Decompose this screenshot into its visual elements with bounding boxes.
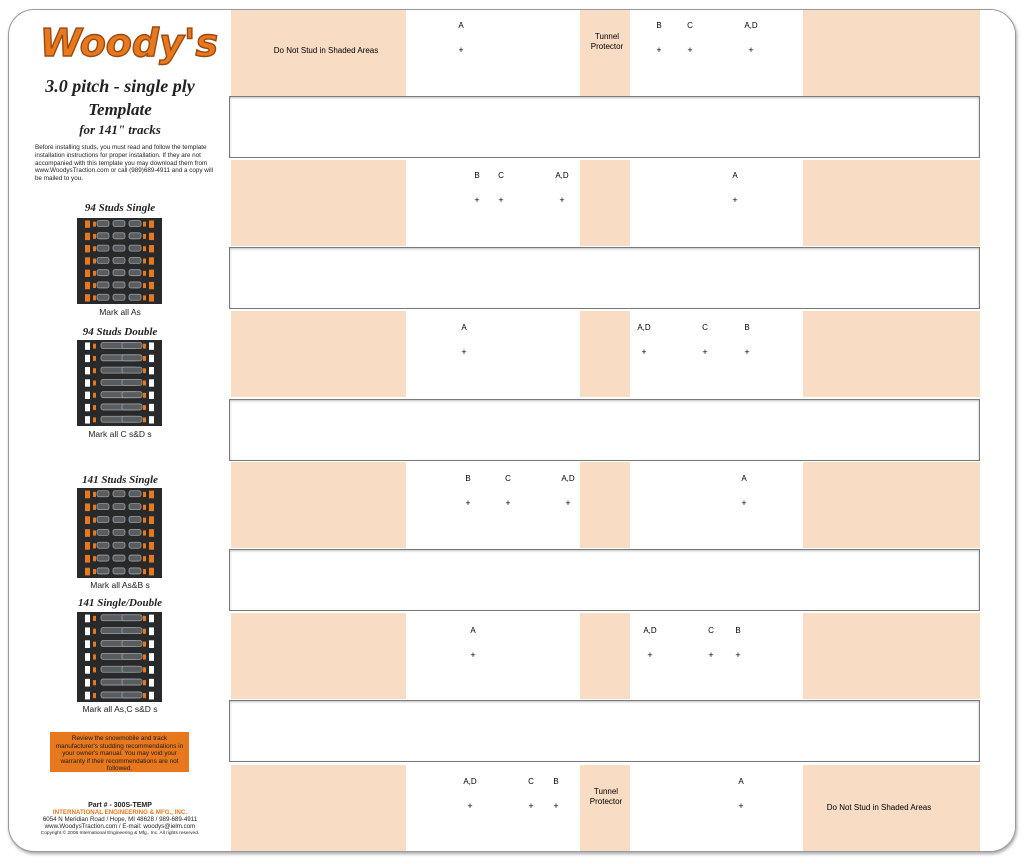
track-marker bbox=[143, 616, 146, 621]
shaded-area bbox=[580, 10, 630, 96]
stud-mark[interactable]: + bbox=[735, 650, 741, 660]
shaded-area bbox=[231, 160, 406, 246]
template-band bbox=[231, 613, 980, 699]
track-marker bbox=[93, 259, 96, 264]
track-lug bbox=[122, 641, 142, 647]
stud-mark[interactable]: + bbox=[498, 195, 504, 205]
track-clip bbox=[149, 503, 154, 511]
track-lug bbox=[97, 529, 109, 535]
stud-label: C bbox=[702, 323, 708, 332]
track-clip bbox=[85, 367, 90, 374]
track-lug bbox=[129, 294, 141, 300]
track-lug bbox=[129, 504, 141, 510]
track-marker bbox=[93, 393, 96, 398]
track-lug bbox=[122, 379, 142, 385]
tunnel-protector-note: Tunnel Protector bbox=[590, 32, 624, 51]
stud-label: A,D bbox=[555, 171, 569, 180]
track-lug bbox=[129, 542, 141, 548]
track-marker bbox=[93, 680, 96, 685]
track-lug bbox=[129, 245, 141, 251]
track-marker bbox=[93, 693, 96, 698]
track-svg bbox=[77, 488, 162, 578]
stud-label: A,D bbox=[637, 323, 651, 332]
stud-label: C bbox=[687, 21, 693, 30]
track-marker bbox=[93, 556, 96, 561]
track-clip bbox=[85, 692, 90, 700]
track-clip bbox=[149, 653, 154, 661]
section-title: 94 Studs Double bbox=[82, 326, 158, 338]
track-clip bbox=[149, 404, 154, 411]
template-band bbox=[231, 160, 980, 246]
track-lug bbox=[97, 504, 109, 510]
stud-label: A bbox=[732, 171, 738, 180]
track-clip bbox=[149, 257, 154, 264]
track-marker bbox=[143, 642, 146, 647]
track-lug bbox=[113, 542, 125, 548]
track-lug bbox=[97, 555, 109, 561]
track-svg bbox=[77, 340, 162, 426]
track-clip bbox=[85, 282, 90, 289]
track-lug bbox=[129, 270, 141, 276]
section-title: 141 Single/Double bbox=[77, 597, 163, 609]
track-clip bbox=[149, 640, 154, 648]
track-slot bbox=[229, 549, 980, 611]
stud-mark[interactable]: + bbox=[470, 650, 476, 660]
track-diagram bbox=[77, 340, 162, 426]
track-lug bbox=[113, 221, 125, 227]
track-clip bbox=[85, 516, 90, 524]
track-clip bbox=[85, 220, 90, 227]
info-column bbox=[9, 10, 231, 852]
track-marker bbox=[143, 259, 146, 264]
stud-label: C bbox=[505, 474, 511, 483]
track-marker bbox=[93, 283, 96, 288]
track-clip bbox=[149, 416, 154, 423]
track-lug bbox=[113, 257, 125, 263]
shaded-area bbox=[580, 311, 630, 397]
track-lug bbox=[113, 517, 125, 523]
track-lug bbox=[97, 245, 109, 251]
track-lug bbox=[129, 233, 141, 239]
track-lug bbox=[122, 343, 142, 349]
track-clip bbox=[149, 270, 154, 277]
woodys-logo bbox=[39, 16, 219, 70]
track-lug bbox=[122, 392, 142, 398]
shaded-area bbox=[580, 160, 630, 246]
track-clip bbox=[85, 491, 90, 499]
track-lug bbox=[97, 270, 109, 276]
track-clip bbox=[149, 491, 154, 499]
track-lug bbox=[129, 221, 141, 227]
tunnel-protector-note: Tunnel Protector bbox=[589, 787, 623, 806]
track-clip bbox=[85, 404, 90, 411]
track-clip bbox=[85, 627, 90, 635]
track-lug bbox=[97, 233, 109, 239]
track-marker bbox=[93, 642, 96, 647]
stud-label: A bbox=[741, 474, 747, 483]
track-marker bbox=[143, 530, 146, 535]
track-marker bbox=[93, 344, 96, 349]
track-clip bbox=[85, 568, 90, 576]
stud-mark[interactable]: + bbox=[687, 45, 693, 55]
track-clip bbox=[149, 282, 154, 289]
stud-mark[interactable]: + bbox=[467, 801, 473, 811]
track-clip bbox=[85, 555, 90, 563]
stud-label: B bbox=[553, 777, 559, 786]
track-marker bbox=[93, 356, 96, 361]
track-clip bbox=[149, 220, 154, 227]
track-clip bbox=[85, 294, 90, 301]
svg-text:Woody's: Woody's bbox=[39, 21, 219, 65]
track-marker bbox=[93, 222, 96, 227]
track-lug bbox=[122, 404, 142, 410]
track-slot bbox=[229, 700, 980, 762]
track-clip bbox=[85, 379, 90, 386]
stud-mark[interactable]: + bbox=[748, 45, 754, 55]
track-marker bbox=[143, 569, 146, 574]
track-marker bbox=[143, 344, 146, 349]
stud-mark[interactable]: + bbox=[505, 498, 511, 508]
track-marker bbox=[93, 234, 96, 239]
track-marker bbox=[143, 629, 146, 634]
stud-label: A,D bbox=[744, 21, 758, 30]
stud-area bbox=[630, 160, 803, 246]
section-title: 94 Studs Single bbox=[84, 202, 156, 214]
shaded-area bbox=[580, 462, 630, 548]
warranty-warning: Review the snowmobile and track manufacturer's studding recommendations in your owner's manual. You may void your warranty if their recommendations are not followed. bbox=[50, 732, 189, 772]
shaded-area bbox=[580, 765, 630, 851]
title-line-3: for 141" tracks bbox=[79, 122, 161, 137]
track-marker bbox=[143, 368, 146, 373]
stud-mark[interactable]: + bbox=[474, 195, 480, 205]
track-marker bbox=[143, 518, 146, 523]
track-clip bbox=[85, 270, 90, 277]
stud-area bbox=[630, 765, 803, 851]
track-marker bbox=[93, 368, 96, 373]
track-clip bbox=[85, 542, 90, 550]
track-clip bbox=[85, 640, 90, 648]
track-marker bbox=[93, 543, 96, 548]
track-marker bbox=[93, 629, 96, 634]
stud-mark[interactable]: + bbox=[647, 650, 653, 660]
stud-label: B bbox=[465, 474, 471, 483]
track-clip bbox=[149, 392, 154, 399]
stud-mark[interactable]: + bbox=[458, 45, 464, 55]
company-name: INTERNATIONAL ENGINEERING & MFG., INC. bbox=[52, 809, 188, 816]
section-caption: Mark all C s&D s bbox=[88, 429, 152, 439]
track-lug bbox=[97, 517, 109, 523]
track-marker bbox=[93, 667, 96, 672]
track-lug bbox=[97, 257, 109, 263]
template-sheet bbox=[8, 9, 1016, 852]
no-stud-note: Do Not Stud in Shaded Areas bbox=[273, 46, 379, 55]
track-lug bbox=[122, 367, 142, 373]
track-lug bbox=[97, 568, 109, 574]
track-clip bbox=[149, 233, 154, 240]
track-marker bbox=[93, 381, 96, 386]
track-clip bbox=[149, 529, 154, 537]
track-clip bbox=[85, 666, 90, 674]
track-marker bbox=[93, 271, 96, 276]
track-clip bbox=[149, 555, 154, 563]
track-lug bbox=[97, 282, 109, 288]
track-clip bbox=[149, 245, 154, 252]
stud-label: C bbox=[528, 777, 534, 786]
track-clip bbox=[85, 233, 90, 240]
track-marker bbox=[143, 393, 146, 398]
stud-mark[interactable]: + bbox=[553, 801, 559, 811]
stud-mark[interactable]: + bbox=[641, 347, 647, 357]
track-marker bbox=[143, 356, 146, 361]
title-line-1: 3.0 pitch - single ply bbox=[45, 76, 195, 96]
template-band bbox=[231, 311, 980, 397]
track-clip bbox=[149, 355, 154, 362]
track-marker bbox=[93, 405, 96, 410]
track-marker bbox=[93, 246, 96, 251]
shaded-area bbox=[803, 160, 980, 246]
track-clip bbox=[85, 615, 90, 623]
shaded-area bbox=[231, 311, 406, 397]
track-marker bbox=[93, 569, 96, 574]
section-caption: Mark all As bbox=[99, 307, 141, 317]
stud-label: A bbox=[738, 777, 744, 786]
track-marker bbox=[143, 246, 146, 251]
track-lug bbox=[113, 233, 125, 239]
stud-label: A bbox=[470, 626, 476, 635]
shaded-area bbox=[231, 765, 406, 851]
stud-label: B bbox=[474, 171, 480, 180]
track-lug bbox=[97, 491, 109, 497]
shaded-area bbox=[803, 311, 980, 397]
track-lug bbox=[129, 257, 141, 263]
track-lug bbox=[113, 282, 125, 288]
track-clip bbox=[85, 653, 90, 661]
company-address: 6054 N Meridian Road / Hope, MI 48628 / 989-689-4911 bbox=[42, 816, 198, 823]
track-marker bbox=[143, 654, 146, 659]
track-lug bbox=[113, 555, 125, 561]
right-margin bbox=[980, 10, 1016, 852]
track-marker bbox=[93, 530, 96, 535]
track-lug bbox=[122, 653, 142, 659]
stud-label: B bbox=[744, 323, 750, 332]
stud-mark[interactable]: + bbox=[528, 801, 534, 811]
track-lug bbox=[113, 294, 125, 300]
template-band bbox=[231, 462, 980, 548]
stud-area bbox=[406, 462, 580, 548]
track-clip bbox=[149, 542, 154, 550]
track-clip bbox=[85, 416, 90, 423]
track-marker bbox=[143, 556, 146, 561]
stud-mark[interactable]: + bbox=[465, 498, 471, 508]
part-number: Part # - 300S-TEMP bbox=[88, 802, 152, 809]
track-svg bbox=[77, 612, 162, 702]
track-marker bbox=[93, 518, 96, 523]
track-clip bbox=[149, 367, 154, 374]
track-clip bbox=[85, 342, 90, 349]
track-marker bbox=[143, 693, 146, 698]
stud-label: B bbox=[656, 21, 662, 30]
track-clip bbox=[149, 568, 154, 576]
shaded-area bbox=[231, 613, 406, 699]
track-lug bbox=[122, 615, 142, 621]
track-lug bbox=[129, 491, 141, 497]
track-lug bbox=[113, 245, 125, 251]
track-marker bbox=[143, 505, 146, 510]
track-slot bbox=[229, 96, 980, 158]
stud-label: A,D bbox=[463, 777, 477, 786]
intro-text: Before installing studs, you must read and follow the template installation instructions for proper installation. If they are not accompanied with this template you may download them from www.WoodysTraction.com or call (989)689-4911 and a copy will be mailed to you. bbox=[35, 144, 214, 183]
track-lug bbox=[97, 542, 109, 548]
stud-area bbox=[630, 462, 803, 548]
track-marker bbox=[143, 271, 146, 276]
no-stud-note: Do Not Stud in Shaded Areas bbox=[826, 803, 932, 812]
stud-area bbox=[406, 10, 580, 96]
track-marker bbox=[143, 381, 146, 386]
track-clip bbox=[149, 692, 154, 700]
track-marker bbox=[93, 492, 96, 497]
track-lug bbox=[113, 270, 125, 276]
stud-mark[interactable]: + bbox=[732, 195, 738, 205]
shaded-area bbox=[803, 10, 980, 96]
track-clip bbox=[149, 342, 154, 349]
track-clip bbox=[85, 529, 90, 537]
track-marker bbox=[143, 295, 146, 300]
track-diagram bbox=[77, 218, 162, 304]
stud-label: C bbox=[498, 171, 504, 180]
track-lug bbox=[122, 355, 142, 361]
track-lug bbox=[113, 491, 125, 497]
track-clip bbox=[149, 666, 154, 674]
stud-mark[interactable]: + bbox=[565, 498, 571, 508]
stud-mark[interactable]: + bbox=[708, 650, 714, 660]
stud-mark[interactable]: + bbox=[738, 801, 744, 811]
track-lug bbox=[122, 692, 142, 698]
track-marker bbox=[143, 417, 146, 422]
shaded-area bbox=[803, 613, 980, 699]
track-marker bbox=[143, 543, 146, 548]
track-clip bbox=[149, 516, 154, 524]
stud-mark[interactable]: + bbox=[741, 498, 747, 508]
stud-label: C bbox=[708, 626, 714, 635]
section-title: 141 Studs Single bbox=[82, 474, 158, 486]
track-marker bbox=[143, 405, 146, 410]
track-marker bbox=[143, 680, 146, 685]
stud-label: A,D bbox=[561, 474, 575, 483]
track-marker bbox=[93, 654, 96, 659]
track-marker bbox=[93, 295, 96, 300]
track-clip bbox=[149, 379, 154, 386]
copyright: Copyright © 2006 International Engineering & Mfg., Inc. All rights reserved. bbox=[40, 831, 200, 836]
track-lug bbox=[97, 294, 109, 300]
section-caption: Mark all As&B s bbox=[90, 580, 150, 590]
stud-label: A,D bbox=[643, 626, 657, 635]
stud-label: A bbox=[458, 21, 464, 30]
shaded-area bbox=[231, 462, 406, 548]
track-lug bbox=[129, 555, 141, 561]
track-lug bbox=[113, 529, 125, 535]
track-diagram bbox=[77, 488, 162, 578]
track-lug bbox=[122, 679, 142, 685]
stud-area bbox=[406, 160, 580, 246]
track-slot bbox=[229, 247, 980, 309]
track-clip bbox=[149, 615, 154, 623]
track-marker bbox=[143, 222, 146, 227]
track-lug bbox=[129, 517, 141, 523]
stud-mark[interactable]: + bbox=[656, 45, 662, 55]
track-marker bbox=[143, 234, 146, 239]
track-svg bbox=[77, 218, 162, 304]
stud-mark[interactable]: + bbox=[744, 347, 750, 357]
company-web: www.WoodysTraction.com / E-mail: woodys@ielm.com bbox=[44, 823, 196, 830]
shaded-area bbox=[580, 613, 630, 699]
track-clip bbox=[85, 503, 90, 511]
track-marker bbox=[93, 417, 96, 422]
track-marker bbox=[93, 505, 96, 510]
track-lug bbox=[122, 628, 142, 634]
track-clip bbox=[149, 679, 154, 687]
track-lug bbox=[113, 504, 125, 510]
stud-label: B bbox=[735, 626, 741, 635]
stud-area bbox=[630, 311, 803, 397]
track-clip bbox=[85, 245, 90, 252]
track-lug bbox=[129, 529, 141, 535]
track-marker bbox=[143, 283, 146, 288]
track-lug bbox=[113, 568, 125, 574]
part-info bbox=[9, 802, 231, 837]
track-clip bbox=[149, 627, 154, 635]
stud-area bbox=[406, 311, 580, 397]
track-marker bbox=[143, 667, 146, 672]
track-lug bbox=[129, 568, 141, 574]
track-marker bbox=[143, 492, 146, 497]
track-slot bbox=[229, 399, 980, 461]
stud-mark[interactable]: + bbox=[461, 347, 467, 357]
track-clip bbox=[85, 392, 90, 399]
track-clip bbox=[149, 294, 154, 301]
track-lug bbox=[129, 282, 141, 288]
section-caption: Mark all As,C s&D s bbox=[82, 704, 158, 714]
track-marker bbox=[93, 616, 96, 621]
track-clip bbox=[85, 257, 90, 264]
track-lug bbox=[122, 666, 142, 672]
track-diagram bbox=[77, 612, 162, 702]
track-clip bbox=[85, 355, 90, 362]
track-lug bbox=[97, 221, 109, 227]
title-line-2: Template bbox=[88, 100, 152, 119]
track-lug bbox=[122, 416, 142, 422]
stud-label: A bbox=[461, 323, 467, 332]
shaded-area bbox=[803, 462, 980, 548]
stud-mark[interactable]: + bbox=[559, 195, 565, 205]
track-clip bbox=[85, 679, 90, 687]
stud-area bbox=[406, 613, 580, 699]
stud-mark[interactable]: + bbox=[702, 347, 708, 357]
